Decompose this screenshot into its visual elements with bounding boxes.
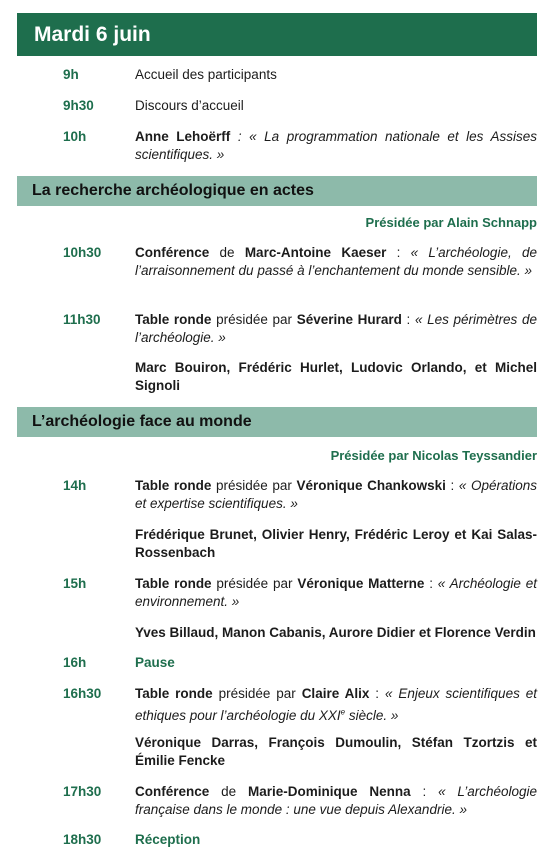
speakers-list: Marc Bouiron, Frédéric Hurlet, Ludovic Orlando, et Michel Signoli <box>135 360 537 393</box>
agenda-item-kaeser <box>135 244 537 280</box>
person-name: Marie-Dominique Nenna <box>248 784 411 799</box>
time-17h30: 17h30 <box>63 784 102 799</box>
speakers-list: Véronique Darras, François Dumoulin, Stéfan Tzortzis et Émilie Fencke <box>135 735 537 768</box>
section-header-recherche <box>17 176 537 206</box>
agenda-item-reception: Réception <box>135 832 201 847</box>
day-title: Mardi 6 juin <box>34 23 151 46</box>
time-9h: 9h <box>63 67 79 82</box>
connector: présidée par <box>211 478 297 493</box>
talk-title-part-a: « Enjeux scientifiques et ethiques pour l’archéologie du XXI <box>135 686 537 723</box>
time-9h30: 9h30 <box>63 98 94 113</box>
agenda-item-pause: Pause <box>135 655 175 670</box>
talk-title: « Opérations et expertise scientifiques. » <box>135 478 537 511</box>
speakers-list: Frédérique Brunet, Olivier Henry, Frédéric Leroy et Kai Salas-Rossenbach <box>135 527 537 560</box>
agenda-item-welcome: Accueil des participants <box>135 67 277 82</box>
session-kind: Conférence <box>135 245 210 260</box>
agenda-item-lehoerff <box>135 128 537 164</box>
talk-title: « Les périmètres de l’archéologie. » <box>135 312 537 345</box>
separator: : <box>445 478 459 493</box>
talk-title-part-b: siècle. » <box>345 707 399 723</box>
session-kind: Table ronde <box>135 686 213 701</box>
section-chair: Présidée par Nicolas Teyssandier <box>330 448 537 463</box>
agenda-item-table-ronde-operations <box>135 477 537 513</box>
person-name: Véronique Matterne <box>297 576 425 591</box>
agenda-item-nenna <box>135 783 537 819</box>
day-header <box>17 13 537 56</box>
speakers-list: Yves Billaud, Manon Cabanis, Aurore Didier et Florence Verdin <box>135 625 536 640</box>
connector: présidée par <box>212 686 302 701</box>
time-18h30: 18h30 <box>63 832 102 847</box>
century-superscript: e <box>340 707 346 716</box>
agenda-item-table-ronde-enjeux <box>135 685 537 725</box>
speaker-name: Anne Lehoërff <box>135 129 231 144</box>
agenda-item-table-ronde-perimetres <box>135 311 537 347</box>
person-name: Véronique Chankowski <box>296 478 446 493</box>
separator: : <box>386 245 411 260</box>
separator: : <box>410 784 439 799</box>
person-name: Marc-Antoine Kaeser <box>244 245 387 260</box>
time-14h: 14h <box>63 478 87 493</box>
agenda-item-table-ronde-environnement <box>135 575 537 611</box>
time-11h30: 11h30 <box>63 312 101 327</box>
separator: : <box>401 312 415 327</box>
time-16h30: 16h30 <box>63 686 102 701</box>
section-chair: Présidée par Alain Schnapp <box>365 215 537 230</box>
session-kind: Table ronde <box>135 478 212 493</box>
agenda-item-opening-speech: Discours d’accueil <box>135 98 244 113</box>
session-kind: Conférence <box>135 784 210 799</box>
talk-title: « La programmation nationale et les Assises scientifiques. » <box>135 129 537 162</box>
time-16h: 16h <box>63 655 87 670</box>
person-name: Claire Alix <box>301 686 370 701</box>
session-kind: Table ronde <box>135 576 212 591</box>
section-header-monde <box>17 407 537 437</box>
time-15h: 15h <box>63 576 87 591</box>
connector: présidée par <box>211 312 297 327</box>
connector: de <box>209 245 245 260</box>
talk-title: « L’archéologie française dans le monde : une vue depuis Alexandrie. » <box>135 784 537 817</box>
time-10h: 10h <box>63 129 87 144</box>
separator: : <box>424 576 438 591</box>
time-10h30: 10h30 <box>63 245 102 260</box>
talk-title: « Archéologie et environnement. » <box>135 576 537 609</box>
section-title: L’archéologie face au monde <box>32 413 252 430</box>
person-name: Séverine Hurard <box>296 312 402 327</box>
connector: de <box>209 784 248 799</box>
separator: : <box>230 129 250 144</box>
section-title: La recherche archéologique en actes <box>32 182 314 199</box>
session-kind: Table ronde <box>135 312 212 327</box>
connector: présidée par <box>211 576 298 591</box>
talk-title: « L’archéologie, de l’arraisonnement du passé à l’enchantement du monde sensible. » <box>135 245 537 278</box>
separator: : <box>369 686 385 701</box>
